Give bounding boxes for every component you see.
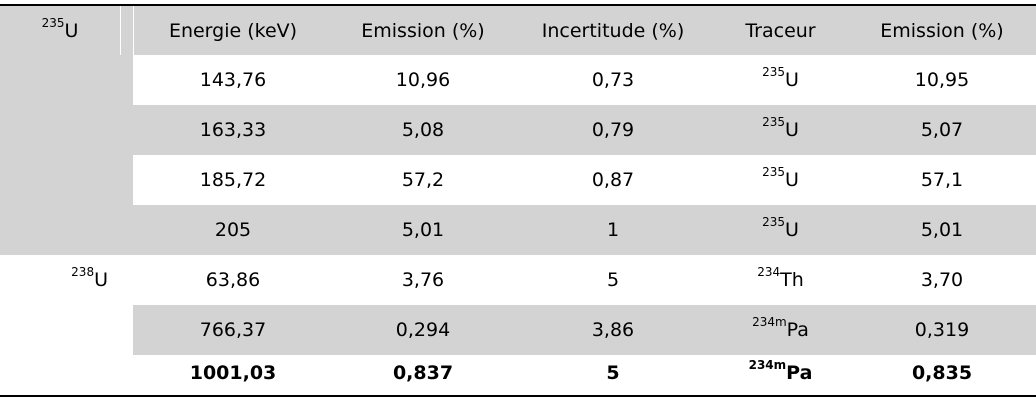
header-tracer-emission: Emission (%) xyxy=(880,19,1004,42)
tracer-cell xyxy=(713,55,848,105)
energy-cell: 143,76 xyxy=(199,69,267,91)
tracer-cell xyxy=(713,255,848,305)
emission-cell: 3,76 xyxy=(401,269,445,291)
header-uncertainty: Incertitude (%) xyxy=(541,19,685,42)
tracer-cell xyxy=(713,305,848,355)
energy-cell: 766,37 xyxy=(199,319,267,341)
uncertainty-cell: 5 xyxy=(606,361,620,384)
tracer-symbol: U xyxy=(784,69,799,91)
emission-cell: 0,294 xyxy=(395,319,451,341)
emission-cell: 10,96 xyxy=(395,69,451,91)
isotope-235-block xyxy=(0,55,133,255)
tracer-cell xyxy=(713,105,848,155)
table-row xyxy=(133,155,1036,205)
tracer-emission-cell: 0,835 xyxy=(911,361,973,384)
energy-cell: 205 xyxy=(214,219,252,241)
table-row xyxy=(133,105,1036,155)
tracer-emission-cell: 3,70 xyxy=(920,269,964,291)
header-tracer: Traceur xyxy=(745,19,816,42)
header-isotope-symbol: U xyxy=(64,19,79,42)
header-isotope-mass: 235 xyxy=(41,15,65,30)
tracer-symbol: U xyxy=(784,219,799,241)
tracer-symbol: U xyxy=(784,169,799,191)
energy-cell: 163,33 xyxy=(199,119,267,141)
tracer-symbol: Pa xyxy=(786,319,809,341)
bottom-rule xyxy=(0,395,1036,397)
tracer-symbol: Pa xyxy=(786,361,813,384)
uncertainty-cell: 1 xyxy=(606,219,620,241)
uncertainty-cell: 3,86 xyxy=(591,319,635,341)
table-row xyxy=(133,205,1036,255)
tracer-symbol: U xyxy=(784,119,799,141)
energy-cell: 185,72 xyxy=(199,169,267,191)
header-energy: Energie (keV) xyxy=(168,19,298,42)
energy-cell: 1001,03 xyxy=(189,361,277,384)
uncertainty-cell: 0,73 xyxy=(591,69,635,91)
tracer-emission-cell: 5,01 xyxy=(920,219,964,241)
tracer-mass: 234 xyxy=(757,265,781,279)
table-row xyxy=(133,55,1036,105)
table-row xyxy=(133,305,1036,355)
header-isotope xyxy=(0,6,120,55)
emission-cell: 0,837 xyxy=(392,361,454,384)
header-row xyxy=(0,6,1036,55)
table-row xyxy=(133,350,1036,395)
emission-cell: 5,01 xyxy=(401,219,445,241)
tracer-emission-cell: 0,319 xyxy=(914,319,970,341)
tracer-emission-cell: 10,95 xyxy=(914,69,970,91)
tracer-cell xyxy=(713,350,848,395)
table-row xyxy=(0,255,1036,305)
header-emission: Emission (%) xyxy=(361,19,485,42)
isotope-238-label xyxy=(0,255,120,305)
uncertainty-cell: 5 xyxy=(606,269,620,291)
tracer-mass: 235 xyxy=(762,115,785,129)
emission-cell: 5,08 xyxy=(401,119,445,141)
emission-cell: 57,2 xyxy=(401,169,445,191)
isotope-symbol: U xyxy=(94,269,108,291)
tracer-emission-cell: 57,1 xyxy=(920,169,964,191)
tracer-cell xyxy=(713,155,848,205)
uncertainty-cell: 0,79 xyxy=(591,119,635,141)
tracer-mass: 235 xyxy=(762,215,785,229)
isotope-mass: 238 xyxy=(71,265,95,279)
tracer-symbol: Th xyxy=(780,269,804,291)
tracer-mass: 234m xyxy=(748,357,787,372)
tracer-mass: 235 xyxy=(762,165,785,179)
tracer-mass: 235 xyxy=(762,65,785,79)
energy-cell: 63,86 xyxy=(205,269,261,291)
tracer-emission-cell: 5,07 xyxy=(920,119,964,141)
tracer-cell xyxy=(713,205,848,255)
tracer-mass: 234m xyxy=(752,315,787,329)
uncertainty-cell: 0,87 xyxy=(591,169,635,191)
